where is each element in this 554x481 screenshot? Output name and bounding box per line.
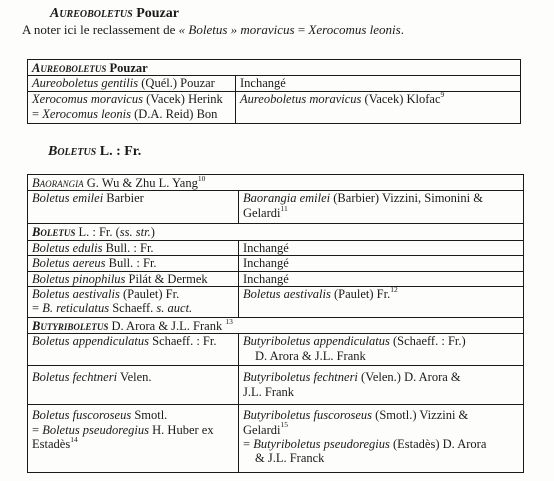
new-name-cell [239,191,524,224]
footnote-ref: 10 [197,173,206,183]
table-row [28,191,524,224]
line [243,370,519,384]
genus-author: G. Wu & Zhu L. Yang [83,176,198,190]
species-name: Baorangia emilei [243,191,331,206]
genus-header-cell [28,175,524,191]
species-author: Velen. [117,370,152,385]
species-author-cont: Gelardi [243,422,281,437]
footnote-ref: 11 [280,203,288,213]
boletus-section-title [48,144,141,160]
synonym-author: Schaeff. [109,301,157,316]
species-author: Smotl. [131,408,168,423]
table-row [28,366,524,405]
genus-header-cell [28,60,521,76]
old-name-cell [28,405,239,473]
line [32,301,234,315]
table-row [28,271,524,286]
new-name-cell [239,240,524,255]
synonym-author-cont: & J.L. Franck [255,451,325,466]
new-name-cell [239,271,524,286]
genus-author: D. Arora & J.L. Frank [108,318,226,333]
footnote-ref: 14 [70,434,78,444]
paren-close: ) [150,225,155,240]
species-name: Boletus aestivalis [243,286,331,301]
species-name: Boletus fechtneri [32,370,118,385]
old-name-cell [28,366,239,405]
species-author-cont: Gelardi [243,205,281,220]
line [32,423,234,437]
genus-name: Aureoboletus [32,61,107,75]
line [243,334,519,348]
species-author: Pilát & Dermek [125,271,208,286]
line [243,349,519,363]
genus-author: L. : Fr. [96,144,142,159]
species-author: (Vacek) Klofac [361,92,441,107]
species-author: (Vacek) Herink [142,92,223,107]
table-row [28,334,524,366]
table-header-row [28,317,524,333]
species-name: Boletus emilei [32,191,104,206]
new-name-cell [236,76,521,92]
table-header-row [28,60,521,76]
footnote-ref: 9 [440,90,445,100]
synonym-author: H. Huber ex [149,422,214,437]
synonym-author: (D.A. Reid) Bon [130,106,218,121]
species-name: Butyriboletus fuscoroseus [243,408,373,423]
species-author: (Quél.) Pouzar [138,76,215,91]
genus-name: Aureoboletus [50,6,133,21]
table-row [28,256,524,271]
line [243,385,519,399]
species-author: Barbier [103,191,144,206]
aureoboletus-table [27,59,521,124]
intro-eq: = [294,22,309,37]
new-name-cell [239,334,524,366]
status-text: Inchangé [240,76,286,91]
species-name: Boletus pinophilus [32,271,126,286]
species-author-cont: D. Arora & J.L. Frank [255,348,366,363]
table-header-row [28,224,524,240]
species-name: Boletus appendiculatus [32,334,149,349]
species-name: Butyriboletus appendiculatus [243,334,390,349]
species-author: (Smotl.) Vizzini & [372,408,469,423]
species-author-cont: J.L. Frank [243,384,295,399]
line [32,287,234,301]
footnote-ref: 12 [390,284,398,294]
intro-target: Xerocomus leonis [308,22,401,37]
status-text: Inchangé [243,240,289,255]
intro-paragraph [22,23,404,38]
status-text: Inchangé [243,271,289,286]
genus-header-cell [28,317,524,333]
old-name-cell [28,286,239,317]
table-header-row [28,175,524,191]
table-row [28,92,521,124]
intro-quote: « Boletus » moravicus [178,22,295,37]
boletus-table [27,174,524,473]
species-author: (Paulet) Fr. [119,286,180,301]
line [243,451,519,465]
old-name-cell [28,92,236,124]
intro-text: A noter ici le reclassement de [22,22,179,37]
new-name-cell [239,256,524,271]
line [243,437,519,451]
sensu-auct: s. auct. [156,301,193,316]
footnote-ref: 13 [225,316,233,326]
line [32,408,234,422]
new-name-cell [239,286,524,317]
species-author: (Barbier) Vizzini, Simonini & [330,191,483,206]
species-author: Bull. : Fr. [102,240,154,255]
footnote-ref: 15 [280,420,288,430]
genus-author: L. : Fr. ( [75,225,120,240]
species-author: (Paulet) Fr. [330,286,391,301]
new-name-cell [236,92,521,124]
old-name-cell [28,76,236,92]
new-name-cell [239,405,524,473]
line [243,203,519,220]
synonym-name: Xerocomus leonis [42,106,131,121]
synonym-author: (Estadès) D. Arora [389,437,487,451]
intro-end: . [400,22,404,37]
line [32,92,231,106]
line [32,107,231,121]
species-name: Boletus edulis [32,240,103,255]
table-row [28,240,524,255]
species-author: (Velen.) D. Arora & [357,370,461,385]
table-row [28,76,521,92]
sensu-stricto: ss. str. [119,225,151,240]
genus-name: Baorangia [32,176,84,190]
table-row [28,405,524,473]
species-name: Boletus aereus [32,256,106,271]
old-name-cell [28,256,239,271]
old-name-cell [28,191,239,224]
new-name-cell [239,366,524,405]
genus-name: Boletus [48,144,97,159]
species-name: Xerocomus moravicus [32,92,143,107]
species-author: (Schaeff. : Fr.) [389,334,466,349]
synonym-name: Boletus pseudoregius [42,422,150,437]
genus-name: Boletus [32,225,76,240]
line [243,420,519,437]
species-name: Aureoboletus moravicus [240,92,362,107]
aureoboletus-section-title [50,6,179,22]
synonym-eq: = [243,437,254,451]
species-name: Boletus fuscoroseus [32,408,132,423]
old-name-cell [28,240,239,255]
species-name: Aureoboletus gentilis [32,76,139,91]
species-name: Butyriboletus fechtneri [243,370,358,385]
genus-author: Pouzar [106,61,148,75]
synonym-eq: = [32,106,43,121]
synonym-name: Butyriboletus pseudoregius [253,437,390,451]
synonym-name: B. reticulatus [42,301,110,316]
species-name: Boletus aestivalis [32,286,120,301]
table-row [28,286,524,317]
old-name-cell [28,271,239,286]
status-text: Inchangé [243,256,289,271]
species-author: Schaeff. : Fr. [149,334,217,349]
old-name-cell [28,334,239,366]
species-author: Bull. : Fr. [105,256,157,271]
line [32,434,234,451]
genus-author: Pouzar [132,6,179,21]
genus-header-cell [28,224,524,240]
genus-name: Butyriboletus [32,318,109,333]
synonym-eq: = [32,301,43,316]
synonym-author-cont: Estadès [32,437,71,451]
synonym-eq: = [32,422,43,437]
